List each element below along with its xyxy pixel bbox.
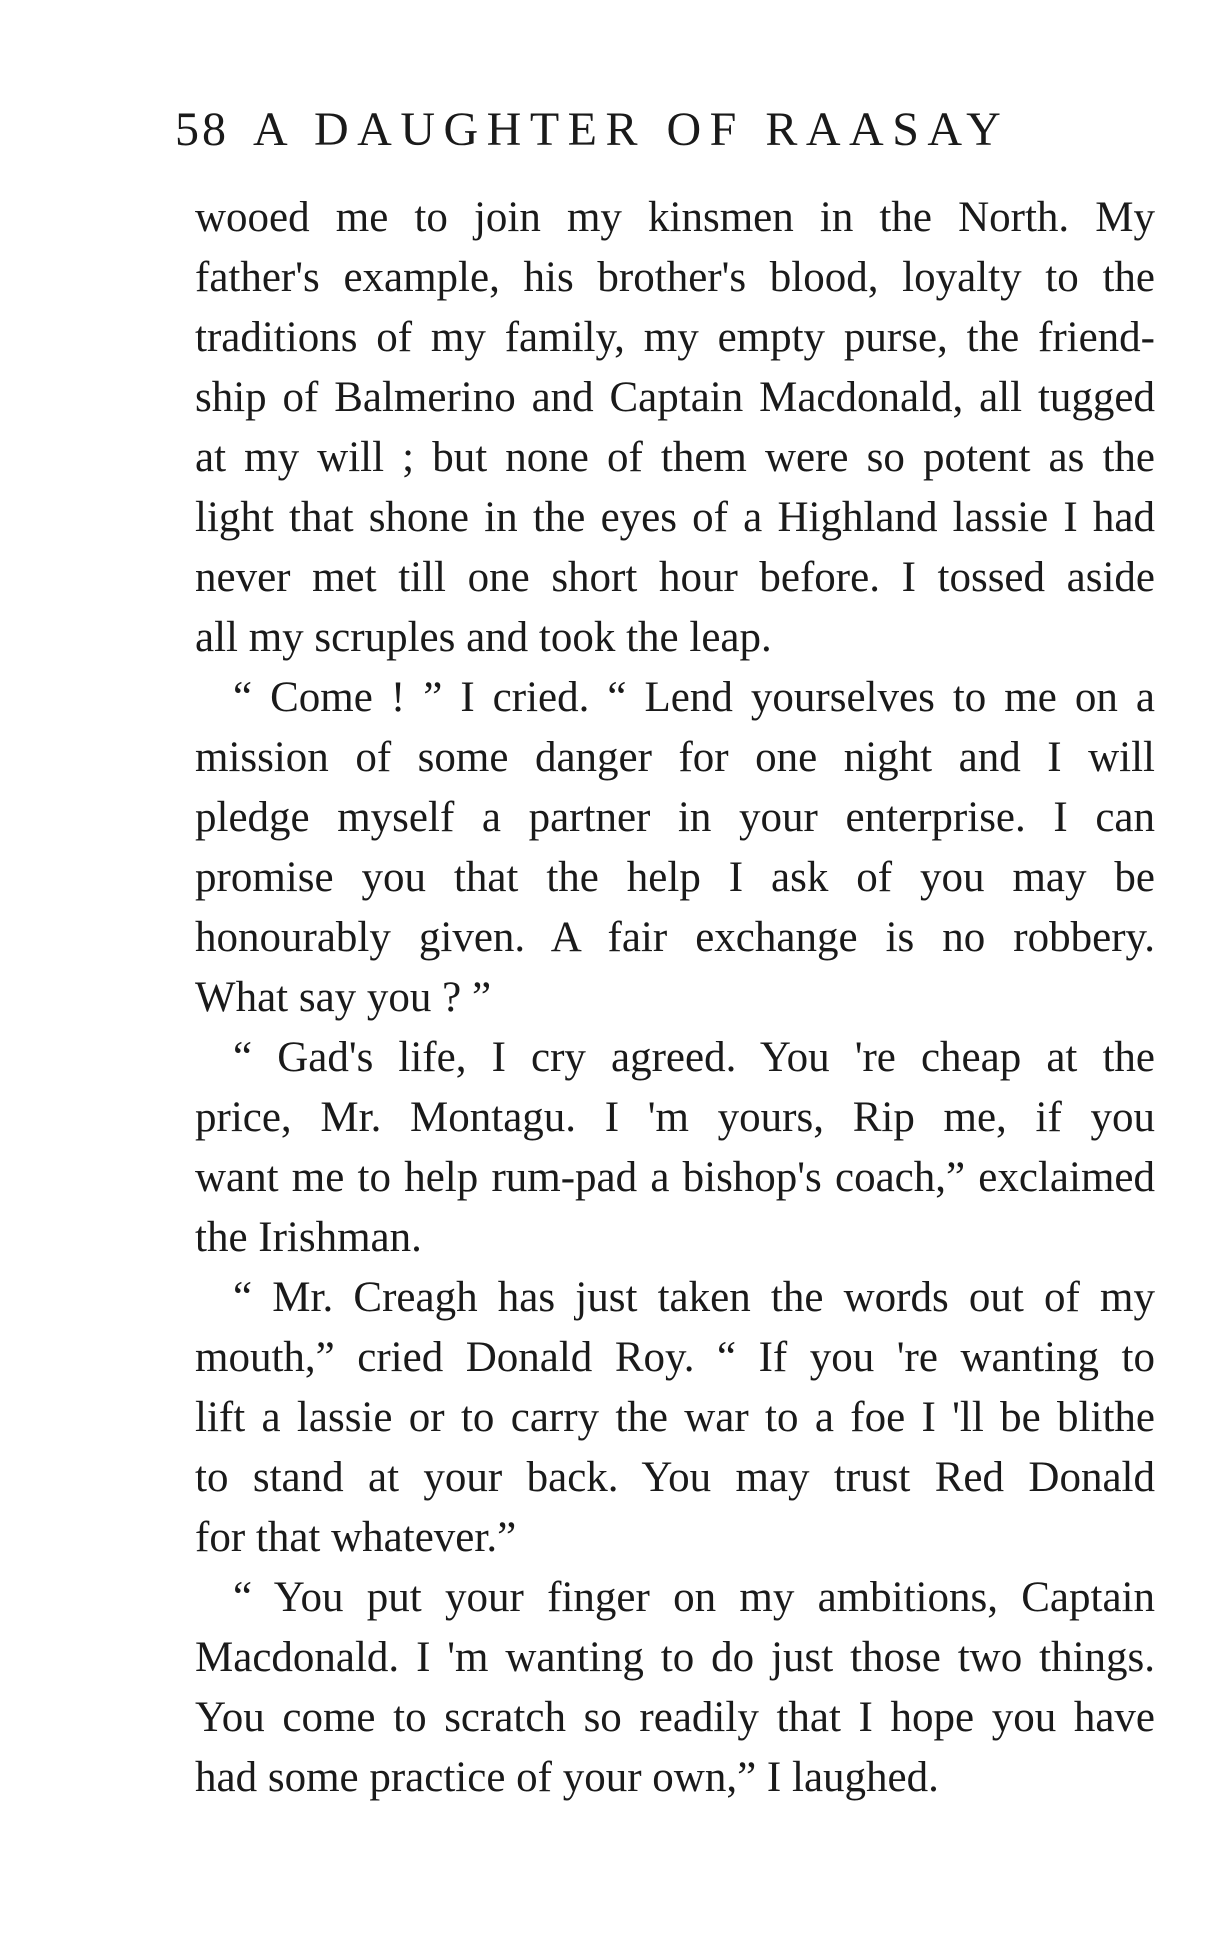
text-line: mouth,” cried Donald Roy. “ If you 're wanting to xyxy=(195,1334,1155,1381)
text-line: pledge myself a partner in your enterprise. I can xyxy=(195,794,1155,841)
text-line: the Irishman. xyxy=(195,1214,422,1261)
text-line: had some practice of your own,” I laughed. xyxy=(195,1754,939,1801)
text-line: father's example, his brother's blood, loyalty to the xyxy=(195,254,1155,301)
body-text xyxy=(195,188,1155,1808)
text-line: to stand at your back. You may trust Red Donald xyxy=(195,1454,1155,1501)
text-line: at my will ; but none of them were so potent as the xyxy=(195,434,1155,481)
text-line: all my scruples and took the leap. xyxy=(195,614,772,661)
book-title: A DAUGHTER OF RAASAY xyxy=(253,103,1010,156)
text-line: “ You put your finger on my ambitions, Captain xyxy=(233,1574,1155,1621)
text-line: You come to scratch so readily that I hope you have xyxy=(195,1694,1155,1741)
text-line: wooed me to join my kinsmen in the North. My xyxy=(195,194,1155,241)
text-line: want me to help rum-pad a bishop's coach,” exclaimed xyxy=(195,1154,1155,1201)
text-line: traditions of my family, my empty purse, the friend- xyxy=(195,314,1155,361)
text-line: price, Mr. Montagu. I 'm yours, Rip me, if you xyxy=(195,1094,1155,1141)
text-line: honourably given. A fair exchange is no robbery. xyxy=(195,914,1155,961)
text-line: Macdonald. I 'm wanting to do just those two things. xyxy=(195,1634,1155,1681)
text-line: never met till one short hour before. I tossed aside xyxy=(195,554,1155,601)
text-line: ship of Balmerino and Captain Macdonald, all tugged xyxy=(195,374,1155,421)
text-line: promise you that the help I ask of you may be xyxy=(195,854,1155,901)
text-line: mission of some danger for one night and I will xyxy=(195,734,1155,781)
text-line: for that whatever.” xyxy=(195,1514,517,1561)
text-line: What say you ? ” xyxy=(195,974,492,1021)
text-line: light that shone in the eyes of a Highland lassie I had xyxy=(195,494,1155,541)
running-head xyxy=(175,100,1160,160)
page-number: 58 xyxy=(175,103,229,156)
text-line: lift a lassie or to carry the war to a foe I 'll be blithe xyxy=(195,1394,1155,1441)
text-line: “ Gad's life, I cry agreed. You 're cheap at the xyxy=(233,1034,1155,1081)
text-line: “ Come ! ” I cried. “ Lend yourselves to me on a xyxy=(233,674,1155,721)
text-line: “ Mr. Creagh has just taken the words out of my xyxy=(233,1274,1155,1321)
